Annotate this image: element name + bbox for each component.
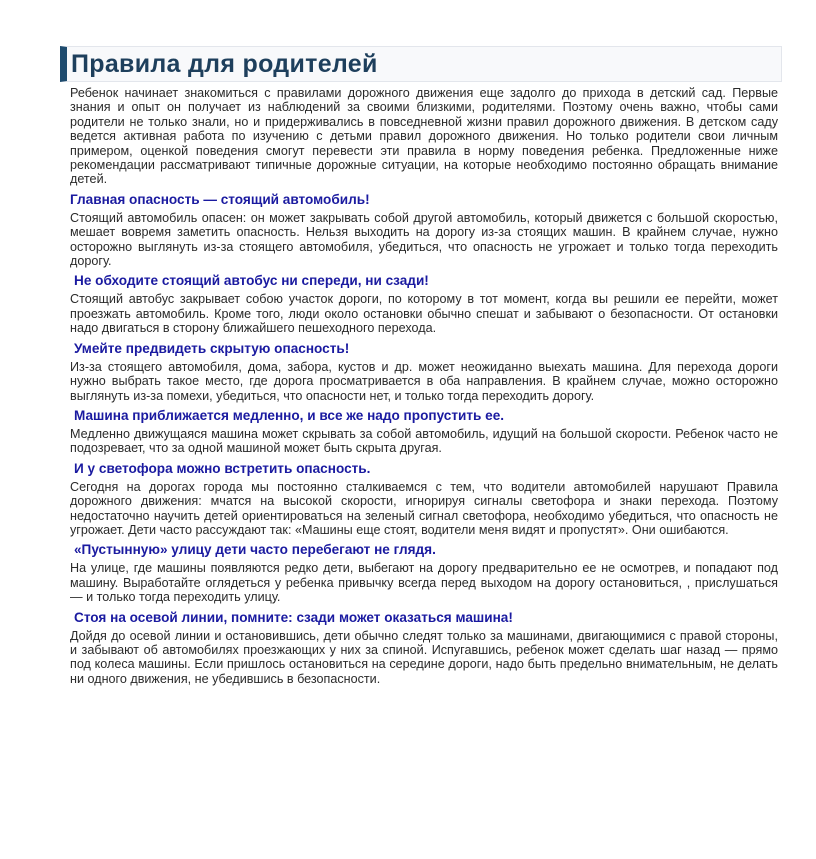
section-heading-parked-car: Главная опасность — стоящий автомобиль! (70, 191, 370, 207)
section-text-parked-car: Стоящий автомобиль опасен: он может закрывать собой другой автомобиль, который движется с большой скоростью, мешает вовремя заметить опасность. Нельзя выходить на дорогу из-за стоящих машин. В крайнем случае, нужно осторожно выглянуть из-за стоящего автомобиля, убедиться, что опасность не угрожает и только тогда переходить дорогу. (70, 210, 778, 269)
section-text-slow-car: Медленно движущаяся машина может скрывать за собой автомобиль, идущий на большой скорости. Ребенок часто не подозревает, что за одной машиной может быть скрыта другая. (70, 426, 778, 456)
section-heading-empty-street: «Пустынную» улицу дети часто перебегают не глядя. (74, 542, 436, 558)
section-text-hidden-danger: Из-за стоящего автомобиля, дома, забора, кустов и др. может неожиданно выехать машина. Для перехода дороги нужно выбрать такое место, где дорога просматривается в оба направления. В крайнем случае, можно осторожно выглянуть из-за помехи, убедиться, что опасности нет, и только тогда переходить дорогу. (70, 359, 778, 403)
document-content (60, 86, 782, 686)
section-heading-traffic-light: И у светофора можно встретить опасность. (74, 460, 371, 476)
section-heading-bus: Не обходите стоящий автобус ни спереди, ни сзади! (74, 273, 429, 289)
section-heading-slow-car: Машина приближается медленно, и все же надо пропустить ее. (74, 407, 505, 423)
section-text-center-line: Дойдя до осевой линии и остановившись, дети обычно следят только за машинами, двигающимися с правой стороны, и забывают об автомобилях проезжающих у них за спиной. Испугавшись, ребенок может сделать шаг назад — прямо под колеса машины. Если пришлось остановиться на середине дороги, надо быть предельно внимательным, не делать ни одного движения, не убедившись в безопасности. (70, 628, 778, 686)
title-bar (60, 46, 782, 82)
section-heading-hidden-danger: Умейте предвидеть скрытую опасность! (74, 340, 350, 356)
document-page (60, 46, 782, 686)
section-text-bus: Стоящий автобус закрывает собою участок дороги, по которому в тот момент, когда вы решили ее перейти, может проезжать автомобиль. Кроме того, люди около остановки обычно спешат и забывают о безопасности. От остановки надо двигаться в сторону ближайшего пешеходного перехода. (70, 292, 778, 336)
section-text-traffic-light: Сегодня на дорогах города мы постоянно сталкиваемся с тем, что водители автомобилей нарушают Правила дорожного движения: мчатся на высокой скорости, игнорируя сигналы светофора и знаки перехода. Поэтому недостаточно научить детей ориентироваться на зеленый сигнал светофора, необходимо убедиться, что опасность не угрожает. Дети часто рассуждают так: «Машины еще стоят, водители меня видят и пропустят». Они ошибаются. (70, 479, 778, 537)
section-text-empty-street: На улице, где машины появляются редко дети, выбегают на дорогу предварительно ее не осмотрев, и попадают под машину. Выработайте оглядеться у ребенка привычку всегда перед выходом на дорогу остановиться, , прислушаться — и только тогда переходить улицу. (70, 561, 778, 605)
intro-paragraph: Ребенок начинает знакомиться с правилами дорожного движения еще задолго до прихода в детский сад. Первые знания и опыт он получает из наблюдений за своими близкими, родителями. Поэтому очень важно, чтобы сами родители не только знали, но и придерживались в повседневной жизни правил дорожного движения. В детском саду ведется активная работа по изучению с детьми правил дорожного движения. Но только родители свои личным примером, оценкой поведения смогут перевести эти правила в норму поведения ребенка. Предложенные ниже рекомендации рассматривают типичные дорожные ситуации, на которые необходимо постоянно обращать внимание детей. (70, 86, 778, 187)
page-title: Правила для родителей (71, 50, 378, 78)
section-heading-center-line: Стоя на осевой линии, помните: сзади может оказаться машина! (74, 609, 513, 625)
